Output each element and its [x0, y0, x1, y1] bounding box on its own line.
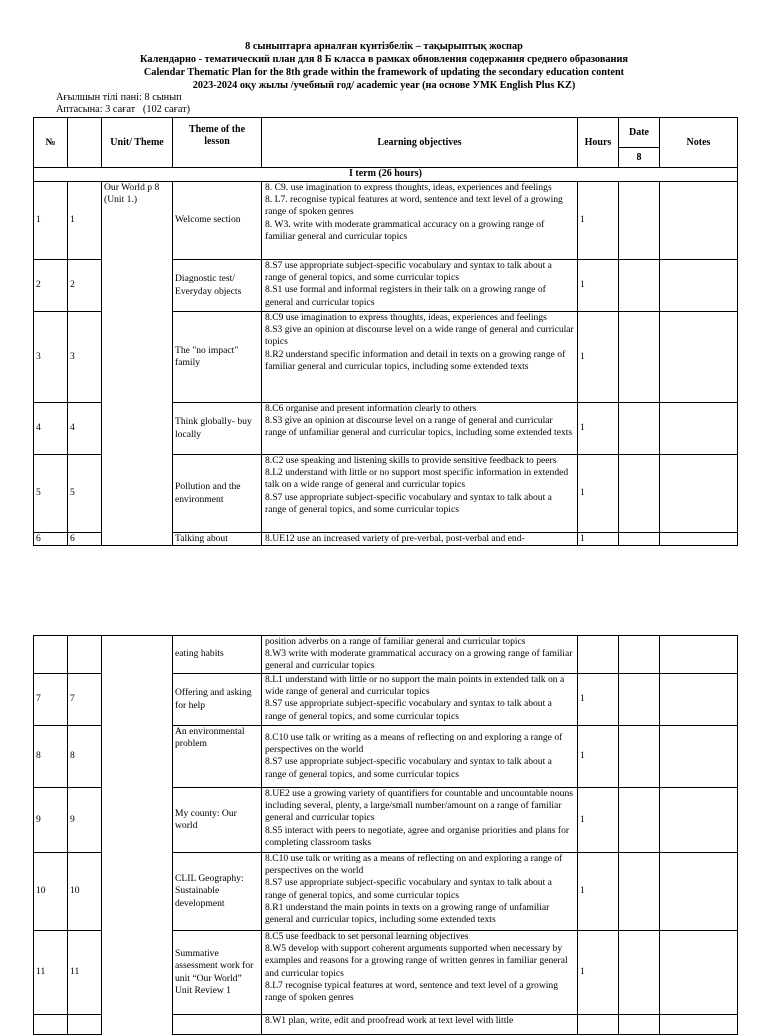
lesson-theme: CLIL Geography: Sustainable development: [173, 853, 262, 931]
lesson-theme: My county: Our world: [173, 788, 262, 853]
row-number-2: 9: [68, 788, 102, 853]
col-header-number-2: [68, 118, 102, 168]
row-number-2: [68, 636, 102, 674]
col-header-hours: Hours: [578, 118, 619, 168]
notes-cell: [660, 788, 738, 853]
row-number: 6: [34, 533, 68, 546]
col-header-date: Date: [619, 118, 660, 148]
hours-value: 1: [578, 788, 619, 853]
date-cell: [619, 674, 660, 726]
row-number-2: 6: [68, 533, 102, 546]
row-number-2: 3: [68, 312, 102, 403]
notes-cell: [660, 1015, 738, 1035]
learning-objectives: 8.C6 organise and present information clearly to others 8.S3 give an opinion at discourse level on a range of general and curricular range of unfamiliar general and curricular topics, including some extended texts: [262, 403, 578, 455]
learning-objectives: 8.W1 plan, write, edit and proofread work at text level with little: [262, 1015, 578, 1035]
lesson-theme: Welcome section: [173, 182, 262, 260]
col-header-objectives: Learning objectives: [262, 118, 578, 168]
row-number: 5: [34, 455, 68, 533]
row-number-2: 10: [68, 853, 102, 931]
document-header: [0, 40, 768, 92]
row-number: 10: [34, 853, 68, 931]
date-cell: [619, 1015, 660, 1035]
date-cell: [619, 403, 660, 455]
learning-objectives: 8.C10 use talk or writing as a means of reflecting on and exploring a range of perspectives on the world 8.S7 use appropriate subject-specific vocabulary and syntax to talk about a range of general topics, and some curricular topics: [262, 726, 578, 788]
lesson-theme: Pollution and the environment: [173, 455, 262, 533]
date-cell: [619, 312, 660, 403]
row-number: 7: [34, 674, 68, 726]
plan-meta: [56, 92, 190, 116]
plan-table-page-1: [33, 117, 738, 546]
notes-cell: [660, 726, 738, 788]
row-number: [34, 1015, 68, 1035]
hours-value: 1: [578, 674, 619, 726]
plan-table-page-2: [33, 635, 738, 1035]
learning-objectives: 8.C2 use speaking and listening skills to provide sensitive feedback to peers 8.L2 understand with little or no support most specific information in extended talk on a wide range of general and curricular topics 8.S7 use appropriate subject-specific vocabulary and syntax to talk about a range of general topics, and some curricular topics: [262, 455, 578, 533]
lesson-theme: An environmental problem: [173, 726, 262, 788]
learning-objectives: 8. C9. use imagination to express thoughts, ideas, experiences and feelings 8. L7. recognise typical features at word, sentence and text level of a growing range of spoken genres 8. W3. write with moderate grammatical accuracy on a growing range of familiar general and curricular topics: [262, 182, 578, 260]
lesson-theme: The "no impact" family: [173, 312, 262, 403]
learning-objectives: 8.UE2 use a growing variety of quantifiers for countable and uncountable nouns including several, plenty, a large/small number/amount on a range of familiar general and curricular topics 8.S5 interact with peers to negotiate, agree and organise priorities and plans for completing classroom tasks: [262, 788, 578, 853]
lesson-theme: Summative assessment work for unit “Our World” Unit Review 1: [173, 931, 262, 1015]
row-number: 11: [34, 931, 68, 1015]
header-line-2: Календарно - тематический план для 8 Б класса в рамках обновления содержания среднего образования: [140, 54, 628, 65]
notes-cell: [660, 931, 738, 1015]
lesson-theme: eating habits: [173, 636, 262, 674]
row-number: 9: [34, 788, 68, 853]
notes-cell: [660, 674, 738, 726]
row-number-2: 7: [68, 674, 102, 726]
hours-value: [578, 1015, 619, 1035]
notes-cell: [660, 182, 738, 260]
col-header-number: №: [34, 118, 68, 168]
row-number: [34, 636, 68, 674]
row-number: 8: [34, 726, 68, 788]
lesson-theme: Offering and asking for help: [173, 674, 262, 726]
learning-objectives: 8.C9 use imagination to express thoughts, ideas, experiences and feelings 8.S3 give an opinion at discourse level on a wide range of general and curricular topics 8.R2 understand specific information and detail in texts on a growing range of familiar general and curricular topics, including some extended texts: [262, 312, 578, 403]
notes-cell: [660, 403, 738, 455]
notes-cell: [660, 636, 738, 674]
lesson-theme: Diagnostic test/ Everyday objects: [173, 260, 262, 312]
date-cell: [619, 260, 660, 312]
hours-value: 1: [578, 182, 619, 260]
row-number-2: 5: [68, 455, 102, 533]
row-number: 1: [34, 182, 68, 260]
date-cell: [619, 636, 660, 674]
date-cell: [619, 533, 660, 546]
hours-line: Аптасына: 3 сағат (102 сағат): [56, 104, 191, 115]
unit-cell: Our World p 8 (Unit 1.): [102, 182, 173, 546]
row-number-2: 1: [68, 182, 102, 260]
row-number: 4: [34, 403, 68, 455]
lesson-theme: [173, 1015, 262, 1035]
lesson-theme: Think globally- buy locally: [173, 403, 262, 455]
row-number: 3: [34, 312, 68, 403]
learning-objectives: 8.L1 understand with little or no support the main points in extended talk on a wide range of general and curricular topics 8.S7 use appropriate subject-specific vocabulary and syntax to talk about a range of general topics, and some curricular topics: [262, 674, 578, 726]
col-header-date-sub: 8: [619, 148, 660, 168]
learning-objectives: 8.C10 use talk or writing as a means of reflecting on and exploring a range of perspectives on the world 8.S7 use appropriate subject-specific vocabulary and syntax to talk about a range of general topics, and some curricular topics 8.R1 understand the main points in texts on a growing range of unfamiliar general and curricular topics, including some extended texts: [262, 853, 578, 931]
row-number-2: 2: [68, 260, 102, 312]
hours-value: 1: [578, 533, 619, 546]
notes-cell: [660, 312, 738, 403]
date-cell: [619, 788, 660, 853]
term-heading: I term (26 hours): [34, 168, 738, 182]
row-number: 2: [34, 260, 68, 312]
date-cell: [619, 853, 660, 931]
hours-value: 1: [578, 403, 619, 455]
hours-value: 1: [578, 312, 619, 403]
hours-value: 1: [578, 260, 619, 312]
date-cell: [619, 182, 660, 260]
table-row: [34, 182, 738, 260]
row-number-2: 11: [68, 931, 102, 1015]
row-number-2: 4: [68, 403, 102, 455]
learning-objectives: 8.UE12 use an increased variety of pre-verbal, post-verbal and end-: [262, 533, 578, 546]
hours-value: 1: [578, 726, 619, 788]
date-cell: [619, 726, 660, 788]
col-header-notes: Notes: [660, 118, 738, 168]
hours-value: 1: [578, 853, 619, 931]
date-cell: [619, 455, 660, 533]
row-number-2: 8: [68, 726, 102, 788]
hours-value: 1: [578, 931, 619, 1015]
learning-objectives: 8.C5 use feedback to set personal learning objectives 8.W5 develop with support coherent arguments supported when necessary by examples and reasons for a growing range of written genres in familiar general and curricular topics 8.L7 recognise typical features at word, sentence and text level of a growing range of spoken genres: [262, 931, 578, 1015]
subject-line: Ағылшын тілі пәні: 8 сынып: [56, 92, 182, 103]
table-row: [34, 636, 738, 674]
header-line-4: 2023-2024 оқу жылы /учебный год/ academic year (на основе УМК English Plus KZ): [192, 80, 576, 91]
notes-cell: [660, 455, 738, 533]
unit-cell-continued: [102, 636, 173, 1035]
header-line-3: Calendar Thematic Plan for the 8th grade within the framework of updating the secondary education content: [143, 67, 625, 78]
hours-value: 1: [578, 455, 619, 533]
col-header-unit: Unit/ Theme: [102, 118, 173, 168]
learning-objectives: 8.S7 use appropriate subject-specific vocabulary and syntax to talk about a range of general topics, and some curricular topics 8.S1 use formal and informal registers in their talk on a growing range of general and curricular topics: [262, 260, 578, 312]
header-line-1: 8 сыныптарға арналған күнтізбелік – тақырыптық жоспар: [245, 41, 523, 52]
notes-cell: [660, 533, 738, 546]
notes-cell: [660, 853, 738, 931]
row-number-2: [68, 1015, 102, 1035]
lesson-theme: Talking about: [173, 533, 262, 546]
hours-value: [578, 636, 619, 674]
notes-cell: [660, 260, 738, 312]
col-header-theme: Theme of the lesson: [173, 118, 262, 168]
learning-objectives: position adverbs on a range of familiar general and curricular topics 8.W3 write with moderate grammatical accuracy on a growing range of familiar general and curricular topics: [262, 636, 578, 674]
date-cell: [619, 931, 660, 1015]
